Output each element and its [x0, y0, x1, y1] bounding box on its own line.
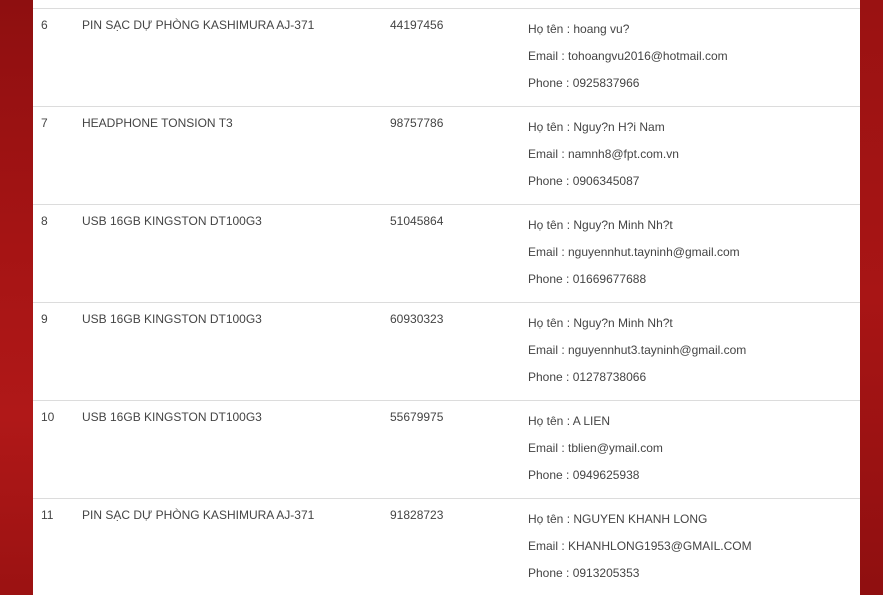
page-background-left [0, 0, 33, 595]
customer-phone: Phone : 01278738066 [528, 370, 647, 384]
order-code: 55679975 [390, 410, 444, 424]
order-number: 8 [41, 214, 48, 228]
customer-phone: Phone : 0925837966 [528, 76, 640, 90]
order-code: 91828723 [390, 508, 444, 522]
order-number: 9 [41, 312, 48, 326]
customer-phone: Phone : 0913205353 [528, 566, 640, 580]
customer-email: Email : tohoangvu2016@hotmail.com [528, 49, 728, 63]
order-code: 51045864 [390, 214, 444, 228]
customer-name: Họ tên : Nguy?n Minh Nh?t [528, 218, 673, 232]
order-code: 44197456 [390, 18, 444, 32]
customer-email: Email : KHANHLONG1953@GMAIL.COM [528, 539, 752, 553]
product-name: USB 16GB KINGSTON DT100G3 [82, 214, 262, 228]
customer-info [528, 414, 663, 495]
customer-email: Email : tblien@ymail.com [528, 441, 663, 455]
order-code: 60930323 [390, 312, 444, 326]
customer-info [528, 316, 746, 397]
table-row [33, 499, 860, 595]
table-row [33, 303, 860, 401]
product-name: PIN SẠC DỰ PHÒNG KASHIMURA AJ-371 [82, 18, 315, 32]
customer-email: Email : nguyennhut.tayninh@gmail.com [528, 245, 740, 259]
order-number: 7 [41, 116, 48, 130]
order-code: 98757786 [390, 116, 444, 130]
customer-name: Họ tên : hoang vu? [528, 22, 630, 36]
customer-name: Họ tên : Nguy?n H?i Nam [528, 120, 665, 134]
product-name: USB 16GB KINGSTON DT100G3 [82, 312, 262, 326]
customer-name: Họ tên : NGUYEN KHANH LONG [528, 512, 708, 526]
page-background-right [860, 0, 883, 595]
table-row [33, 401, 860, 499]
customer-phone: Phone : 0949625938 [528, 468, 640, 482]
orders-table [33, 0, 860, 595]
table-row [33, 205, 860, 303]
customer-name: Họ tên : Nguy?n Minh Nh?t [528, 316, 673, 330]
order-number: 6 [41, 18, 48, 32]
customer-info [528, 512, 752, 593]
customer-phone: Phone : 0906345087 [528, 174, 640, 188]
order-number: 10 [41, 410, 55, 424]
table-row [33, 107, 860, 205]
customer-phone: Phone : 01669677688 [528, 272, 647, 286]
product-name: HEADPHONE TONSION T3 [82, 116, 233, 130]
product-name: PIN SẠC DỰ PHÒNG KASHIMURA AJ-371 [82, 508, 315, 522]
order-number: 11 [41, 508, 54, 522]
customer-info [528, 120, 679, 201]
customer-info [528, 22, 728, 103]
customer-email: Email : namnh8@fpt.com.vn [528, 147, 679, 161]
customer-name: Họ tên : A LIEN [528, 414, 611, 428]
customer-info [528, 218, 740, 299]
product-name: USB 16GB KINGSTON DT100G3 [82, 410, 262, 424]
table-row [33, 9, 860, 107]
customer-email: Email : nguyennhut3.tayninh@gmail.com [528, 343, 747, 357]
